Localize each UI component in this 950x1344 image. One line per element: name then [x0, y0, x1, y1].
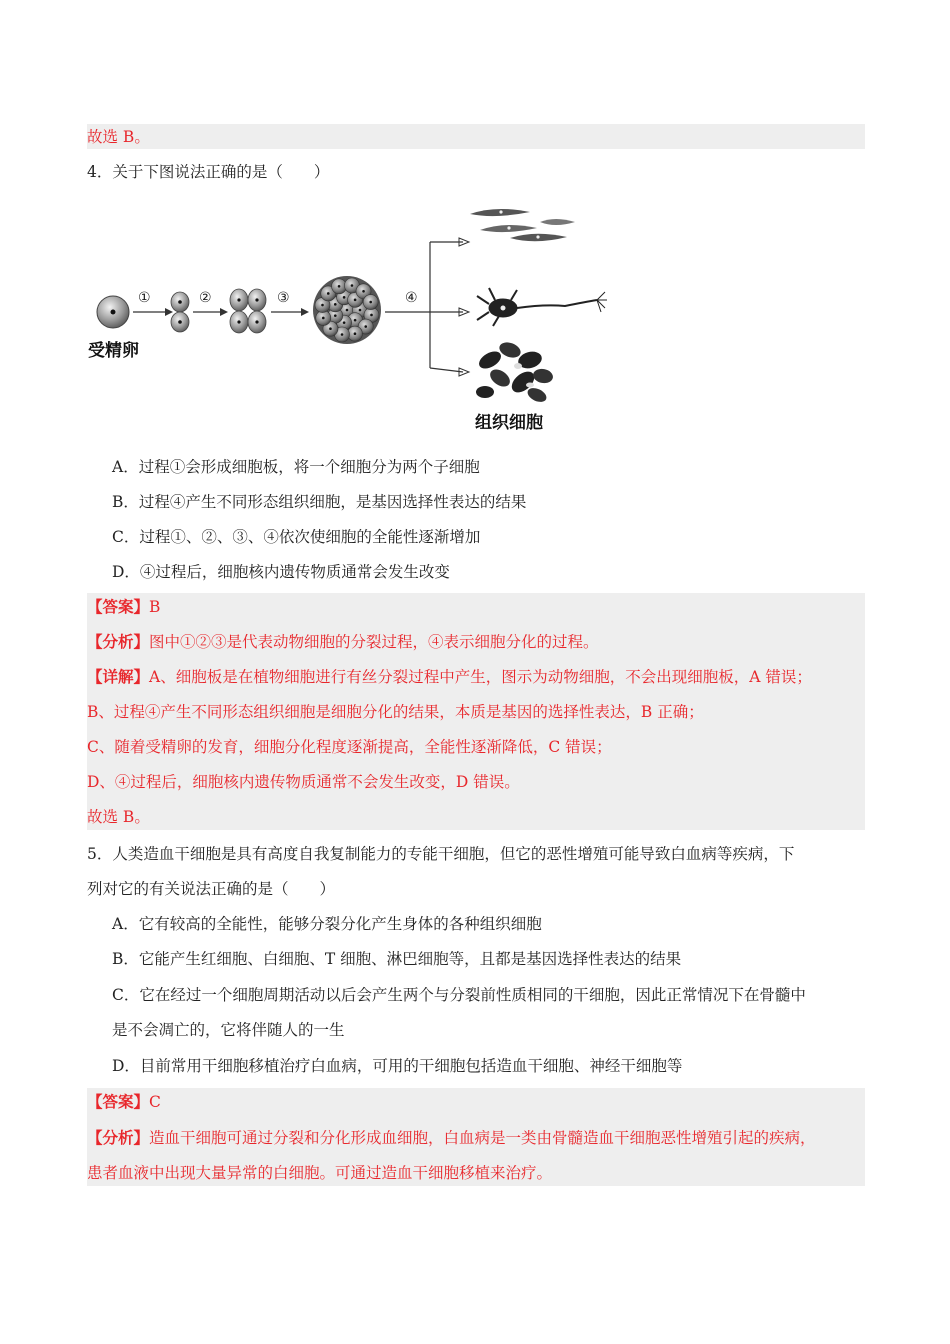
- q5-analysis-line-1: [87, 1126, 816, 1150]
- morula-cell-nucleus: [334, 314, 337, 317]
- q4-option-d: D．④过程后，细胞核内遗传物质通常会发生改变: [112, 563, 450, 581]
- detail-text: A、细胞板是在植物细胞进行有丝分裂过程中产生，图示为动物细胞，不会出现细胞板，A 错误；: [149, 668, 812, 686]
- q5-analysis-line-2: 患者血液中出现大量异常的白细胞。可通过造血干细胞移植来治疗。: [87, 1164, 553, 1182]
- analysis-text: 造血干细胞可通过分裂和分化形成血细胞，白血病是一类由骨髓造血干细胞恶性增殖引起的疾病，: [149, 1129, 816, 1147]
- q4-detail-line-d: D、④过程后，细胞核内遗传物质通常不会发生改变，D 错误。: [87, 773, 520, 791]
- morula-cell-nucleus: [364, 325, 367, 328]
- q4-detail: [87, 665, 812, 689]
- morula-cell-nucleus: [343, 296, 346, 299]
- prev-conclusion: 故选 B。: [87, 128, 150, 146]
- morula-cell-nucleus: [369, 301, 372, 304]
- step-4-label: ④: [405, 290, 418, 306]
- cell-differentiation-figure: [85, 200, 615, 440]
- q5-stem-line-1: 5．人类造血干细胞是具有高度自我复制能力的专能干细胞，但它的恶性增殖可能导致白血病等疾病，下: [87, 845, 795, 863]
- morula-cluster: [313, 276, 381, 344]
- q5-option-c-line-1: C．它在经过一个细胞周期活动以后会产生两个与分裂前性质相同的干细胞，因此正常情况下在骨髓中: [112, 986, 806, 1004]
- two-cell-stage: [171, 292, 189, 332]
- morula-cell-nucleus: [346, 309, 349, 312]
- q5-stem-line-2: 列对它的有关说法正确的是（ ）: [87, 880, 336, 898]
- answer-value: B: [149, 598, 161, 616]
- blood-cells-icon: [476, 340, 554, 405]
- q4-detail-line-c: C、随着受精卵的发育，细胞分化程度逐渐提高，全能性逐渐降低，C 错误；: [87, 738, 612, 756]
- morula-cell-nucleus: [341, 333, 344, 336]
- answer-value: C: [149, 1093, 161, 1111]
- morula-cell-nucleus: [370, 314, 373, 317]
- detail-tag: 【详解】: [87, 667, 150, 686]
- morula-cell-nucleus: [338, 285, 341, 288]
- muscle-cells-icon: [470, 209, 575, 241]
- zygote-cell: [97, 296, 129, 328]
- step-3-label: ③: [277, 290, 290, 306]
- morula-cell-nucleus: [354, 319, 357, 322]
- q4-option-a: A．过程①会形成细胞板，将一个细胞分为两个子细胞: [112, 458, 480, 476]
- morula-cell-nucleus: [359, 309, 362, 312]
- q4-conclusion: 故选 B。: [87, 808, 150, 826]
- q4-stem: 4．关于下图说法正确的是（ ）: [87, 163, 330, 181]
- answer-tag: 【答案】: [87, 1092, 150, 1111]
- morula-cell-nucleus: [351, 284, 354, 287]
- q5-option-d: D．目前常用干细胞移植治疗白血病，可用的干细胞包括造血干细胞、神经干细胞等: [112, 1057, 683, 1075]
- morula-cell-nucleus: [343, 321, 346, 324]
- analysis-tag: 【分析】: [87, 632, 150, 651]
- q4-answer: [87, 595, 160, 619]
- morula-cell-nucleus: [322, 317, 325, 320]
- q4-option-b: B．过程④产生不同形态组织细胞，是基因选择性表达的结果: [112, 493, 527, 511]
- morula-cell-nucleus: [321, 304, 324, 307]
- morula-cell-nucleus: [327, 292, 330, 295]
- morula-cell-nucleus: [354, 299, 357, 302]
- answer-block-prev: [87, 124, 865, 149]
- step-2-label: ②: [199, 290, 212, 306]
- q5-answer: [87, 1090, 161, 1114]
- q5-option-a: A．它有较高的全能性，能够分裂分化产生身体的各种组织细胞: [112, 915, 542, 933]
- four-cell-stage: [230, 289, 266, 333]
- q4-option-c: C．过程①、②、③、④依次使细胞的全能性逐渐增加: [112, 528, 481, 546]
- morula-cell-nucleus: [334, 303, 337, 306]
- analysis-tag: 【分析】: [87, 1128, 150, 1147]
- label-tissue-cells: 组织细胞: [475, 413, 543, 433]
- q4-detail-line-b: B、过程④产生不同形态组织细胞是细胞分化的结果，本质是基因的选择性表达，B 正确；: [87, 703, 704, 721]
- q5-option-c-line-2: 是不会凋亡的，它将伴随人的一生: [112, 1021, 345, 1039]
- morula-cell-nucleus: [354, 332, 357, 335]
- q5-option-b: B．它能产生红细胞、白细胞、T 细胞、淋巴细胞等，且都是基因选择性表达的结果: [112, 950, 682, 968]
- answer-tag: 【答案】: [87, 597, 150, 616]
- neuron-cell-icon: [477, 288, 607, 326]
- morula-cell-nucleus: [329, 327, 332, 330]
- label-zygote: 受精卵: [88, 341, 139, 361]
- q4-analysis: [87, 630, 599, 654]
- analysis-text: 图中①②③是代表动物细胞的分裂过程，④表示细胞分化的过程。: [149, 633, 599, 651]
- step-1-label: ①: [138, 290, 151, 306]
- morula-cell-nucleus: [362, 290, 365, 293]
